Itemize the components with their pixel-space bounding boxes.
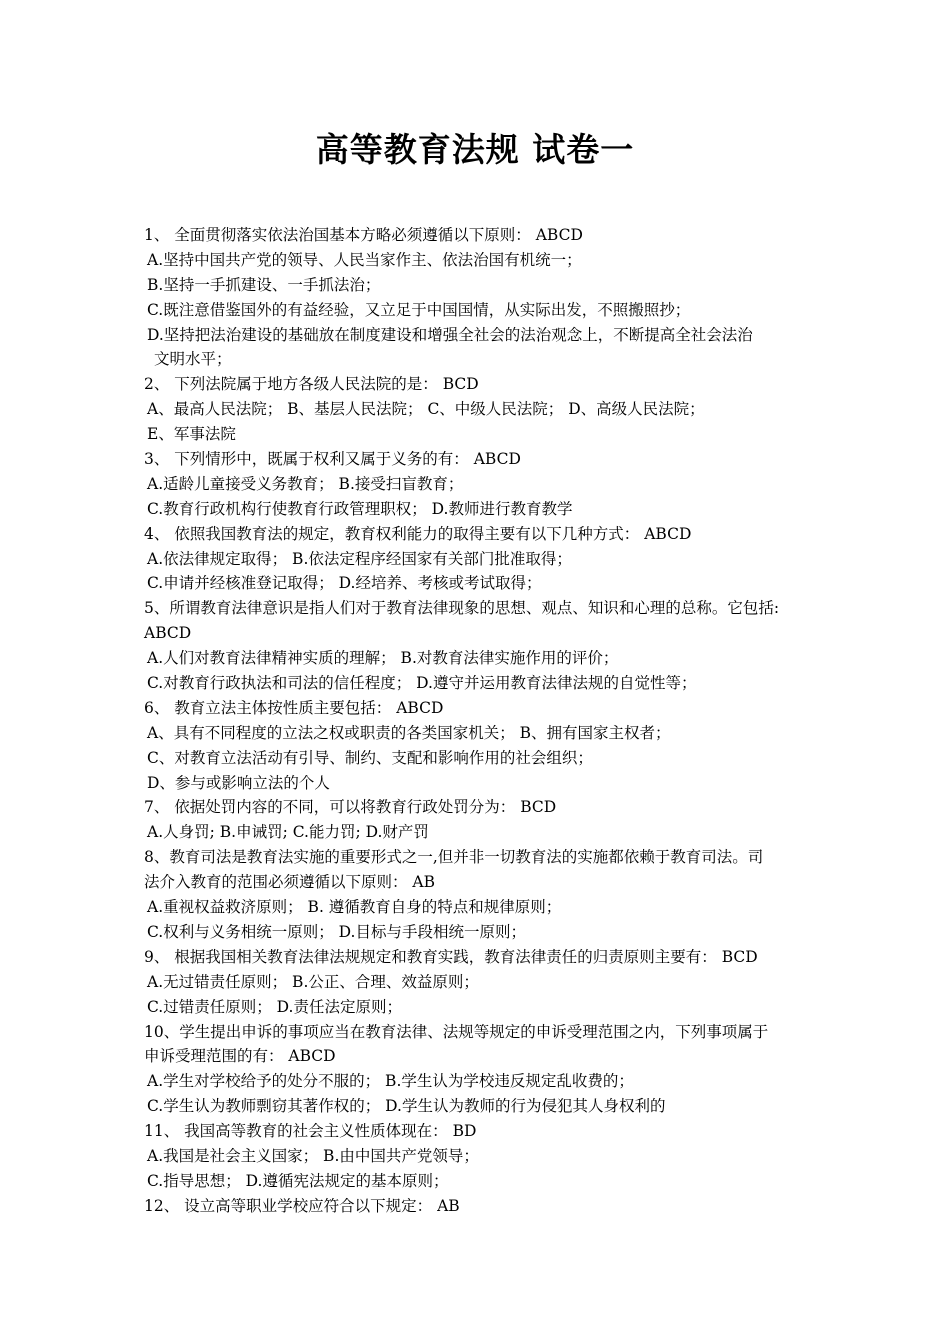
option-line: A.人身罚; B.申诫罚; C.能力罚; D.财产罚 [147, 823, 429, 842]
option-line: C.教育行政机构行使教育行政管理职权； D.教师进行教育教学 [147, 499, 573, 518]
option-line: C.既注意借鉴国外的有益经验，又立足于中国国情，从实际出发，不照搬照抄； [147, 300, 691, 319]
document-title: 高等教育法规 试卷一 [315, 130, 635, 169]
option-line: B.坚持一手抓建设、一手抓法治； [147, 275, 381, 294]
question-line: 12、 设立高等职业学校应符合以下规定： AB [144, 1196, 460, 1215]
question-line: 10、学生提出申诉的事项应当在教育法律、法规等规定的申诉受理范围之内，下列事项属于 [144, 1022, 769, 1041]
question-line: 6、 教育立法主体按性质主要包括： ABCD [144, 698, 444, 717]
option-line: E、军事法院 [147, 425, 236, 444]
option-line: C.申请并经核准登记取得； D.经培养、考核或考试取得； [147, 574, 542, 593]
question-list [144, 223, 812, 1219]
option-line: A.无过错责任原则； B.公正、合理、效益原则； [147, 972, 479, 991]
question-line: 4、 依照我国教育法的规定，教育权利能力的取得主要有以下几种方式： ABCD [144, 524, 692, 543]
question-line: 9、 根据我国相关教育法律法规规定和教育实践，教育法律责任的归责原则主要有： BCD [144, 947, 758, 966]
question-line: 1、 全面贯彻落实依法治国基本方略必须遵循以下原则： ABCD [144, 226, 583, 244]
question-line: 8、教育司法是教育法实施的重要形式之一,但并非一切教育法的实施都依赖于教育司法。司 [144, 848, 764, 867]
option-line: C.学生认为教师剽窃其著作权的； D.学生认为教师的行为侵犯其人身权利的 [147, 1097, 666, 1116]
option-line: A.依法律规定取得； B.依法定程序经国家有关部门批准取得； [147, 549, 572, 568]
option-line: A.重视权益救济原则； B. 遵循教育自身的特点和规律原则； [147, 898, 562, 917]
option-line: C.指导思想； D.遵循宪法规定的基本原则； [147, 1171, 449, 1190]
option-line: C.过错责任原则； D.责任法定原则； [147, 997, 402, 1016]
option-line: A.坚持中国共产党的领导、人民当家作主、依法治国有机统一； [147, 250, 582, 269]
option-line: C.权利与义务相统一原则； D.目标与手段相统一原则； [147, 922, 526, 941]
question-line: 5、所谓教育法律意识是指人们对于教育法律现象的思想、观点、知识和心理的总称。它包括: [144, 599, 780, 618]
option-line: A、最高人民法院； B、基层人民法院； C、中级人民法院； D、高级人民法院； [147, 400, 705, 419]
question-line: 申诉受理范围的有： ABCD [144, 1047, 336, 1066]
option-line: C、对教育立法活动有引导、制约、支配和影响作用的社会组织； [147, 748, 593, 767]
option-line: 文明水平； [154, 350, 232, 369]
question-line: 法介入教育的范围必须遵循以下原则： AB [144, 873, 436, 892]
question-line: 3、 下列情形中，既属于权利又属于义务的有： ABCD [144, 450, 521, 469]
option-line: A.人们对教育法律精神实质的理解； B.对教育法律实施作用的评价； [147, 649, 619, 668]
option-line: C.对教育行政执法和司法的信任程度； D.遵守并运用教育法律法规的自觉性等； [147, 674, 697, 693]
option-line: A、具有不同程度的立法之权或职责的各类国家机关； B、拥有国家主权者； [147, 723, 671, 742]
option-line: A.适龄儿童接受义务教育； B.接受扫盲教育； [147, 474, 464, 493]
question-line: 2、 下列法院属于地方各级人民法院的是： BCD [144, 375, 479, 394]
question-line: ABCD [144, 624, 192, 643]
question-line: 11、 我国高等教育的社会主义性质体现在： BD [144, 1122, 477, 1141]
option-line: A.我国是社会主义国家； B.由中国共产党领导； [147, 1146, 479, 1165]
option-line: A.学生对学校给予的处分不服的； B.学生认为学校违反规定乱收费的； [147, 1072, 634, 1091]
option-line: D.坚持把法治建设的基础放在制度建设和增强全社会的法治观念上，不断提高全社会法治 [147, 325, 753, 344]
question-line: 7、 依据处罚内容的不同，可以将教育行政处罚分为： BCD [144, 798, 557, 817]
option-line: D、参与或影响立法的个人 [147, 773, 330, 792]
